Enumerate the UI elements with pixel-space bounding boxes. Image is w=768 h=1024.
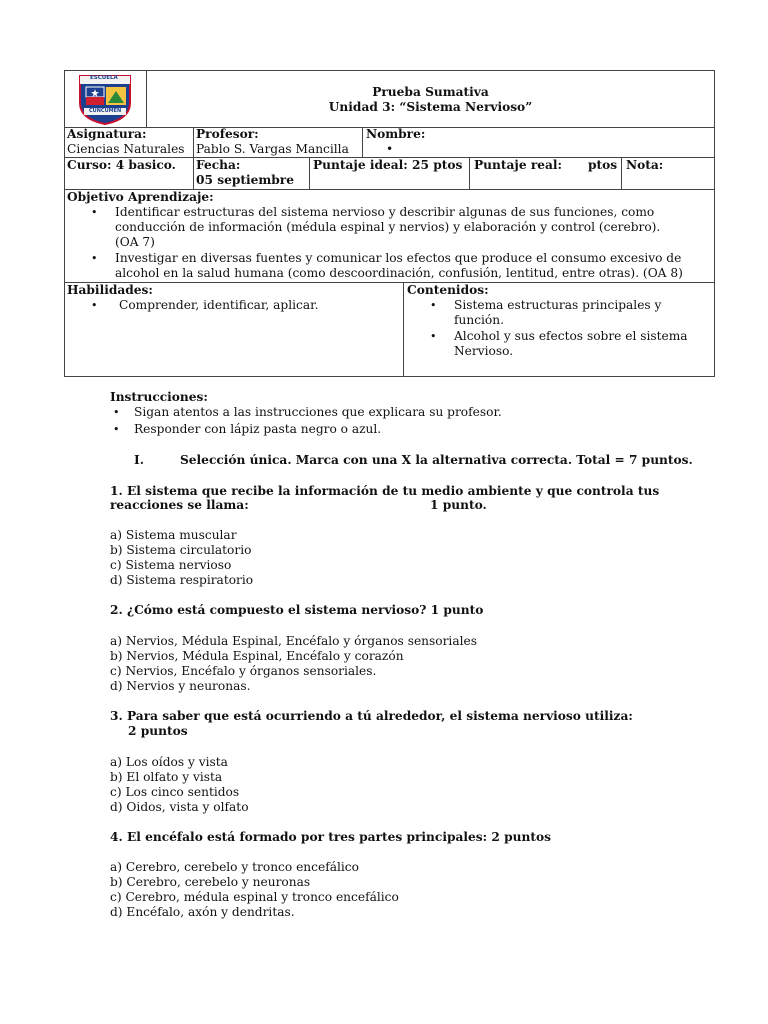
document-subtitle: Unidad 3: “Sistema Nervioso” [328,100,533,114]
school-logo [76,73,134,125]
asignatura-value: Ciencias Naturales [67,142,185,156]
question-1-option-d: d) Sistema respiratorio [110,573,254,587]
question-4-option-d: d) Encéfalo, axón y dendritas. [110,905,295,919]
question-3-option-c: c) Los cinco sentidos [110,785,240,799]
question-3-text: 3. Para saber que está ocurriendo a tú alrededor, el sistema nervioso utiliza: [110,709,633,723]
question-3-option-a: a) Los oídos y vista [110,755,228,769]
objetivo-label: Objetivo Aprendizaje: [67,190,214,204]
question-4-option-a: a) Cerebro, cerebelo y tronco encefálico [110,860,359,874]
fecha-value: 05 septiembre [196,173,294,187]
objetivo-item-1: Identificar estructuras del sistema nervioso y describir algunas de sus funciones, como conducción de información (médula espinal y nervios) y elaboración y control (cerebro). (OA 7) [115,205,661,249]
contenidos-label: Contenidos: [407,283,489,297]
question-4-option-c: c) Cerebro, médula espinal y tronco encefálico [110,890,399,904]
question-2-text: 2. ¿Cómo está compuesto el sistema nervioso? 1 punto [110,603,484,617]
question-4-text: 4. El encéfalo está formado por tres partes principales: 2 puntos [110,830,551,844]
nota: Nota: [626,158,664,172]
question-1-text-cont: reacciones se llama: [110,498,249,512]
puntaje-ptos: ptos [588,158,618,172]
contenidos-bullet-1: • [430,299,437,312]
habilidades-label: Habilidades: [67,283,153,297]
objetivo-item-2: Investigar en diversas fuentes y comunicar los efectos que produce el consumo excesivo de alcohol en la salud humana (como descoordinación, confusión, lentitud, entre otras). (OA 8) [115,251,683,280]
question-1-option-b: b) Sistema circulatorio [110,543,252,557]
instrucciones-bullet-1: • [113,406,120,419]
question-2-option-a: a) Nervios, Médula Espinal, Encéfalo y órganos sensoriales [110,634,477,648]
instrucciones-item-1: Sigan atentos a las instrucciones que explicara su profesor. [134,405,502,419]
question-3-option-d: d) Oidos, vista y olfato [110,800,249,814]
contenidos-item-1: Sistema estructuras principales y función. [454,298,662,327]
logo-text-top: ESCUELA [90,75,118,81]
instrucciones-item-2: Responder con lápiz pasta negro o azul. [134,422,382,436]
habilidades-bullet: • [91,299,98,312]
question-4-option-b: b) Cerebro, cerebelo y neuronas [110,875,311,889]
instrucciones-label: Instrucciones: [110,390,208,404]
document-title: Prueba Sumativa [372,85,489,99]
nombre-label: Nombre: [366,127,426,141]
curso: Curso: 4 basico. [67,158,176,172]
contenidos-item-2: Alcohol y sus efectos sobre el sistema Nervioso. [454,329,688,358]
objetivo-bullet-1: • [91,206,98,219]
question-2-option-b: b) Nervios, Médula Espinal, Encéfalo y corazón [110,649,404,663]
question-1-option-c: c) Sistema nervioso [110,558,232,572]
objetivo-bullet-2: • [91,252,98,265]
instrucciones-bullet-2: • [113,423,120,436]
section-title: Selección única. Marca con una X la alternativa correcta. Total = 7 puntos. [180,453,693,467]
profesor-label: Profesor: [196,127,259,141]
question-2-option-d: d) Nervios y neuronas. [110,679,251,693]
question-3-option-b: b) El olfato y vista [110,770,223,784]
asignatura-label: Asignatura: [67,127,147,141]
fecha-label: Fecha: [196,158,241,172]
puntaje-ideal: Puntaje ideal: 25 ptos [313,158,463,172]
nombre-bullet: • [386,142,394,156]
question-3-points: 2 puntos [128,724,188,738]
puntaje-real: Puntaje real: [474,158,563,172]
logo-text-bottom: CUNCUMEN [89,108,122,114]
question-1-points: 1 punto. [430,498,487,512]
profesor-value: Pablo S. Vargas Mancilla [196,142,349,156]
contenidos-bullet-2: • [430,330,437,343]
question-2-option-c: c) Nervios, Encéfalo y órganos sensoriales. [110,664,377,678]
section-numeral: I. [134,453,144,467]
habilidades-item: Comprender, identificar, aplicar. [119,298,319,312]
question-1-text: 1. El sistema que recibe la información de tu medio ambiente y que controla tus [110,484,660,498]
question-1-option-a: a) Sistema muscular [110,528,237,542]
